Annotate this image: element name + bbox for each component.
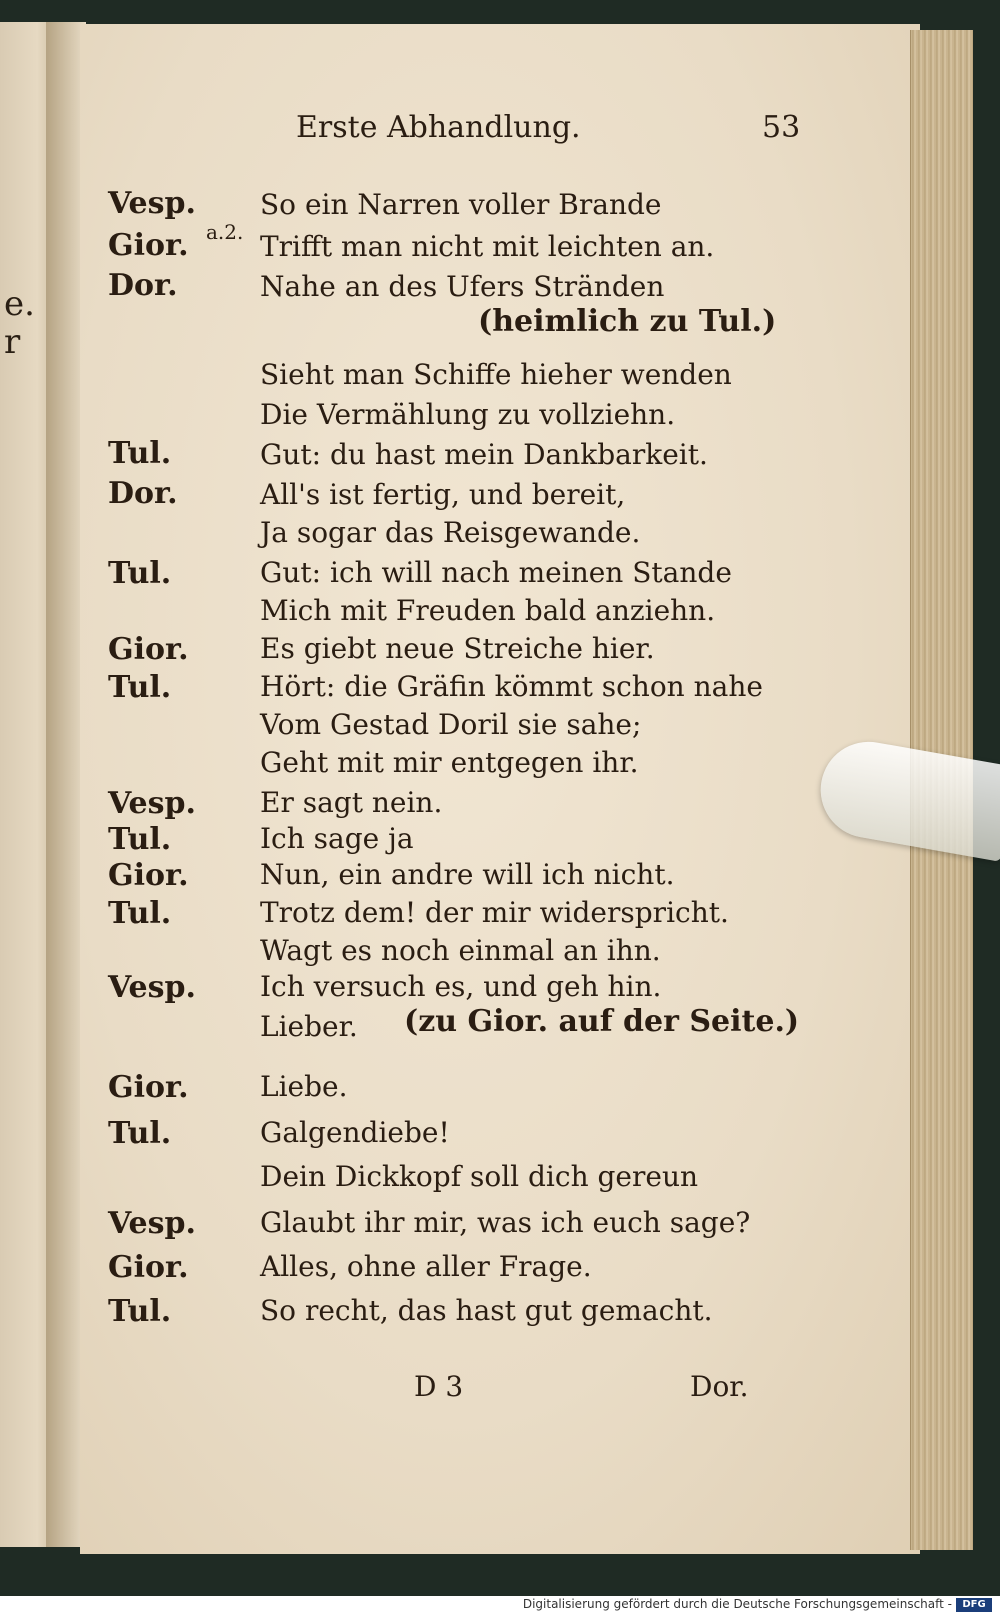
a2-mark: a.2. [206,220,244,244]
running-header: Erste Abhandlung. [296,110,581,145]
verse-line: Ja sogar das Reisgewande. [260,516,641,549]
verse-line: Mich mit Freuden bald anziehn. [260,594,716,627]
verse-line: Hört: die Gräfin kömmt schon nahe [260,670,763,703]
verse-line: So recht, das hast gut gemacht. [260,1294,713,1327]
verse-line: Trifft man nicht mit leichten an. [260,230,715,263]
left-page-fragment: r [4,322,21,362]
speaker-label: Dor. [108,476,178,511]
verse-line: Die Vermählung zu vollziehn. [260,398,676,431]
verse-line: Alles, ohne aller Frage. [260,1250,592,1283]
speaker-label: Dor. [108,268,178,303]
stage-direction: (heimlich zu Tul.) [478,304,777,339]
verse-line: Vom Gestad Doril sie sahe; [260,708,642,741]
verse-line: Dein Dickkopf soll dich gereun [260,1160,699,1193]
speaker-label: Tul. [108,556,172,591]
dfg-logo: DFG [956,1598,992,1612]
verse-line: Galgendiebe! [260,1116,450,1149]
speaker-label: Gior. [108,1250,189,1285]
speaker-label: Vesp. [108,186,196,221]
catchword: Dor. [690,1370,749,1403]
verse-line: Trotz dem! der mir widerspricht. [260,896,729,929]
verse-line: All's ist fertig, und bereit, [260,478,626,511]
verse-line: Sieht man Schiffe hieher wenden [260,358,732,391]
digitization-note: Digitalisierung gefördert durch die Deutsche Forschungsgemeinschaft - [522,1597,952,1611]
speaker-label: Tul. [108,1116,172,1151]
speaker-label: Gior. [108,632,189,667]
verse-line: Nun, ein andre will ich nicht. [260,858,675,891]
speaker-label: Vesp. [108,970,196,1005]
stage-direction: (zu Gior. auf der Seite.) [404,1004,800,1039]
speaker-label: Vesp. [108,1206,196,1241]
speaker-label: Tul. [108,822,172,857]
left-page-fragment: e. [4,284,35,324]
verse-line: Es giebt neue Streiche hier. [260,632,655,665]
signature-mark: D 3 [414,1370,464,1403]
verse-line: Lieber. [260,1010,358,1043]
verse-line: Ich sage ja [260,822,414,855]
speaker-label: Tul. [108,896,172,931]
verse-line: Nahe an des Ufers Stränden [260,270,665,303]
verse-line: Gut: du hast mein Dankbarkeit. [260,438,708,471]
speaker-label: Tul. [108,670,172,705]
verse-line: Liebe. [260,1070,348,1103]
verse-line: Er sagt nein. [260,786,443,819]
verse-line: Ich versuch es, und geh hin. [260,970,662,1003]
speaker-label: Tul. [108,1294,172,1329]
page-number: 53 [762,110,801,145]
speaker-label: Gior. [108,1070,189,1105]
speaker-label: Gior. [108,228,189,263]
verse-line: Wagt es noch einmal an ihn. [260,934,661,967]
verse-line: Glaubt ihr mir, was ich euch sage? [260,1206,751,1239]
speaker-label: Gior. [108,858,189,893]
speaker-label: Tul. [108,436,172,471]
verse-line: Geht mit mir entgegen ihr. [260,746,639,779]
speaker-label: Vesp. [108,786,196,821]
verse-line: So ein Narren voller Brande [260,188,662,221]
verse-line: Gut: ich will nach meinen Stande [260,556,732,589]
